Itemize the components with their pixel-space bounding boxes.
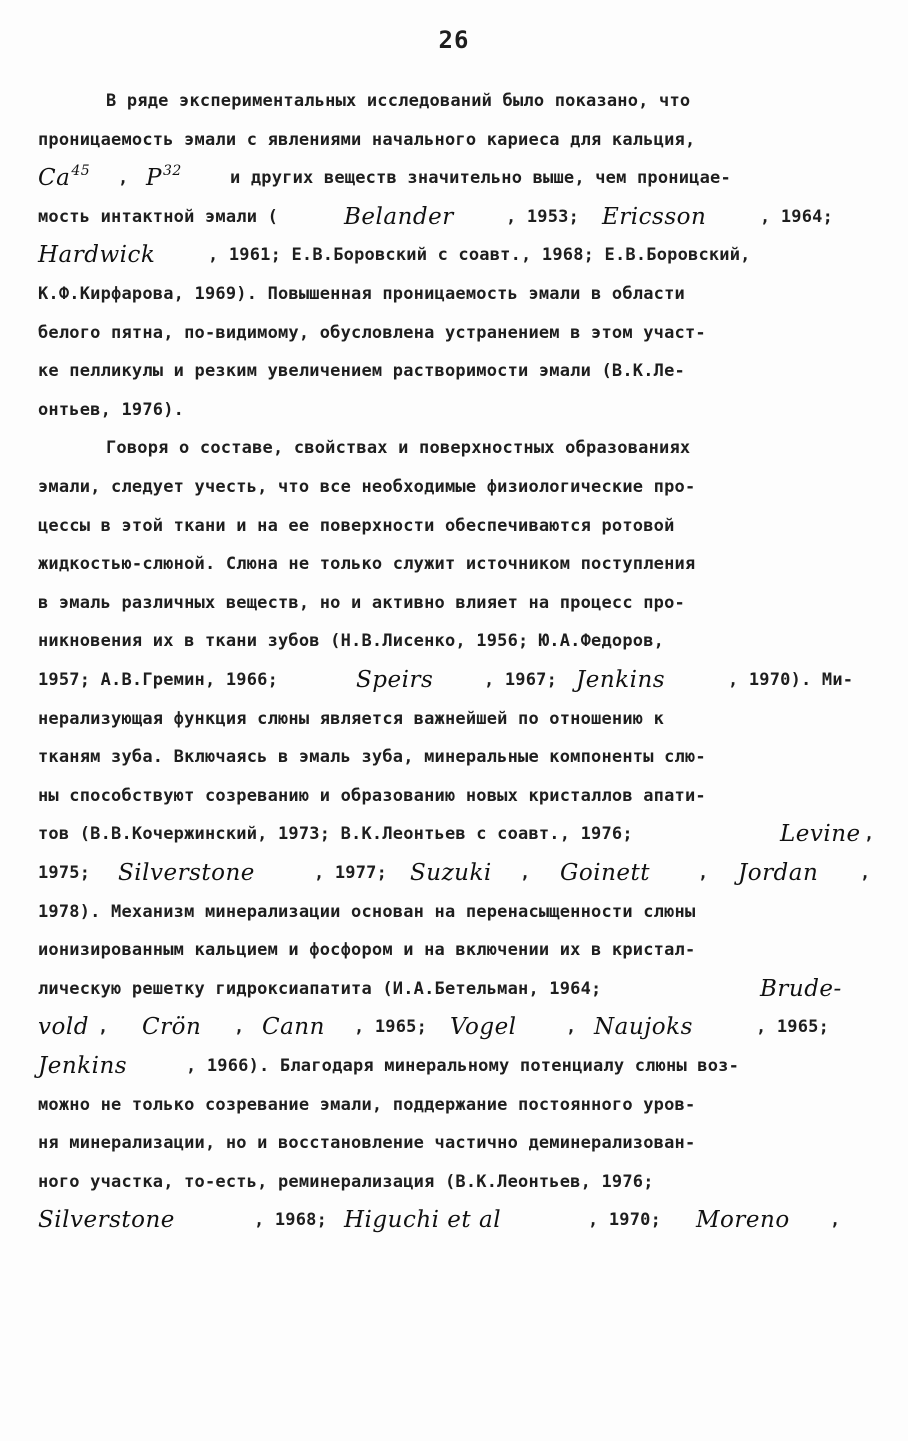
typed-text (98, 1011, 108, 1043)
typed-text (254, 1204, 327, 1236)
segment-text: Ca (38, 165, 71, 192)
typed-text (566, 1011, 576, 1043)
segment-text: тканям зуба. Включаясь в эмаль зуба, минеральные компоненты слю- (38, 747, 706, 768)
text-line (38, 587, 870, 619)
text-line (38, 1050, 870, 1082)
handwritten-citation (262, 1011, 325, 1043)
typed-text (506, 201, 579, 233)
text-line (38, 703, 870, 735)
handwritten-citation (780, 818, 861, 850)
segment-text: 1975; (38, 863, 91, 883)
segment-text: , 1970; (588, 1210, 662, 1231)
text-line (38, 162, 870, 194)
text-line (38, 934, 870, 966)
typed-text (354, 1011, 427, 1043)
typed-text (830, 1204, 840, 1236)
segment-text: , (830, 1210, 841, 1231)
typed-text (38, 394, 184, 426)
text-line (38, 278, 870, 310)
handwritten-citation (38, 1011, 89, 1043)
handwritten-citation (142, 1011, 201, 1043)
handwritten-citation (602, 201, 706, 233)
handwritten-citation (118, 857, 255, 889)
typed-text (38, 934, 695, 966)
segment-text: в эмаль различных веществ, но и активно влияет на процесс про- (38, 592, 685, 613)
segment-text: онтьев, 1976). (38, 399, 185, 420)
segment-text: P (146, 165, 162, 192)
segment-text: и других веществ значительно выше, чем проницае- (230, 168, 731, 189)
typed-text (38, 201, 278, 233)
segment-text: Silverstone (118, 860, 255, 886)
segment-text: лическую решетку гидроксиапатита (И.А.Бетельман, 1964; (38, 978, 602, 999)
segment-text: тов (В.В.Кочержинский, 1973; В.К.Леонтьев с соавт., 1976; (38, 824, 633, 845)
typed-text (38, 355, 685, 387)
typed-text (860, 857, 870, 889)
text-line (38, 896, 870, 928)
text-line (38, 471, 870, 503)
segment-text: Jenkins (576, 667, 666, 693)
text-line (38, 780, 870, 812)
segment-text: 1957; А.В.Гремин, 1966; (38, 670, 279, 690)
segment-text: Cann (262, 1014, 325, 1041)
segment-text: , 1965; (354, 1017, 428, 1038)
text-line (38, 432, 870, 464)
text-line (38, 664, 870, 696)
handwritten-citation (696, 1204, 790, 1236)
segment-text: , (520, 863, 531, 883)
typed-text (38, 780, 706, 812)
segment-text: vold (38, 1014, 89, 1041)
segment-text: никновения их в ткани зубов (Н.В.Лисенко, 1956; Ю.А.Федоров, (38, 631, 665, 652)
text-line (38, 85, 870, 117)
typed-text (106, 85, 690, 117)
text-line (38, 625, 870, 657)
segment-text: , 1968; (254, 1210, 328, 1231)
handwritten-citation (560, 857, 650, 889)
typed-text (230, 162, 731, 194)
typed-text (38, 1166, 654, 1198)
segment-text: Suzuki (410, 860, 492, 886)
handwritten-citation (760, 973, 842, 1005)
typed-text (38, 1089, 695, 1121)
typed-text (38, 317, 706, 349)
handwritten-citation (356, 664, 433, 696)
segment-text: Crön (142, 1014, 202, 1041)
text-line (38, 1127, 870, 1159)
segment-text: проницаемость эмали с явлениями начального кариеса для кальция, (38, 129, 696, 150)
typed-text (118, 162, 128, 194)
segment-text: Hardwick (38, 242, 156, 269)
text-line (38, 548, 870, 580)
segment-text: жидкостью-слюной. Слюна не только служит источником поступления (38, 554, 696, 575)
typed-text (38, 278, 685, 310)
segment-text: ны способствуют созреванию и образованию новых кристаллов апати- (38, 785, 706, 806)
typed-text (38, 703, 664, 735)
segment-text: Goinett (560, 860, 650, 886)
segment-text: Naujoks (594, 1014, 693, 1041)
segment-text: можно не только созревание эмали, поддержание постоянного уров- (38, 1094, 696, 1115)
page-number: 26 (438, 26, 470, 54)
text-line (38, 741, 870, 773)
typed-text (484, 664, 557, 696)
typed-text (38, 124, 695, 156)
segment-text: мость интактной эмали ( (38, 206, 279, 227)
typed-text (520, 857, 530, 889)
text-line (38, 124, 870, 156)
typed-text (234, 1011, 244, 1043)
typed-text (588, 1204, 661, 1236)
handwritten-citation (576, 664, 665, 696)
handwritten-citation (344, 201, 454, 233)
text-line (38, 317, 870, 349)
typed-text (38, 818, 633, 850)
text-line (38, 1011, 870, 1043)
typed-text (38, 664, 278, 696)
text-line (38, 857, 870, 889)
typed-text (106, 432, 690, 464)
segment-text: Vogel (450, 1014, 517, 1041)
segment-text: ке пелликулы и резким увеличением растворимости эмали (В.К.Ле- (38, 361, 685, 382)
segment-text: Higuchi et al (344, 1207, 502, 1234)
text-line (38, 510, 870, 542)
handwritten-citation (594, 1011, 693, 1043)
typed-text (38, 510, 675, 542)
segment-text: ного участка, то-есть, реминерализация (В.К.Леонтьев, 1976; (38, 1171, 654, 1192)
segment-text: , 1967; (484, 670, 558, 690)
segment-text: , (698, 863, 709, 883)
segment-text: , 1965; (756, 1017, 830, 1038)
segment-text: Belander (344, 203, 454, 230)
segment-text: ионизированным кальцием и фосфором и на включении их в кристал- (38, 940, 696, 961)
segment-text: К.Ф.Кирфарова, 1969). Повышенная проницаемость эмали в области (38, 284, 685, 304)
segment-text: , 1961; Е.В.Боровский с соавт., 1968; Е.В.Боровский, (208, 245, 751, 266)
typed-text (208, 239, 751, 271)
typed-text (38, 625, 664, 657)
text-line (38, 973, 870, 1005)
segment-text: , 1977; (314, 863, 388, 883)
segment-text: Levine (780, 821, 861, 848)
segment-text: , 1964; (760, 206, 834, 227)
handwritten-citation (410, 857, 492, 889)
handwritten-citation (738, 857, 818, 889)
typed-text (760, 201, 833, 233)
segment-text: Jordan (738, 860, 819, 886)
typed-text (38, 973, 601, 1005)
typed-text (38, 741, 706, 773)
segment-text: В ряде экспериментальных исследований было показано, что (106, 91, 691, 111)
segment-text: , 1970). Ми- (728, 670, 854, 690)
typed-text (38, 1127, 695, 1159)
segment-text: нерализующая функция слюны является важнейшей по отношению к (38, 708, 665, 729)
segment-text: , 1953; (506, 206, 580, 227)
handwritten-citation (38, 162, 90, 197)
superscript: 32 (162, 163, 182, 180)
segment-text: , (864, 824, 875, 845)
typed-text (728, 664, 853, 696)
segment-text: Speirs (356, 667, 434, 693)
text-line (38, 1166, 870, 1198)
superscript: 45 (71, 163, 91, 180)
typed-text (186, 1050, 739, 1082)
segment-text: Moreno (696, 1207, 790, 1234)
segment-text: , (118, 168, 129, 189)
text-line (38, 818, 875, 850)
typed-text (756, 1011, 829, 1043)
segment-text: Silverstone (38, 1207, 175, 1234)
segment-text: , (860, 863, 871, 883)
text-line (38, 201, 870, 233)
typed-text (38, 896, 695, 928)
typed-text (38, 587, 685, 619)
handwritten-citation (146, 162, 182, 197)
typed-text (38, 471, 695, 503)
segment-text: белого пятна, по-видимому, обусловлена устранением в этом участ- (38, 322, 706, 343)
segment-text: , (566, 1017, 577, 1038)
segment-text: ня минерализации, но и восстановление частично деминерализован- (38, 1133, 696, 1154)
typed-text (38, 857, 90, 889)
handwritten-citation (38, 1050, 127, 1082)
text-line (38, 1204, 870, 1236)
segment-text: Brude- (760, 975, 842, 1002)
typed-text (38, 548, 695, 580)
segment-text: , (234, 1017, 245, 1038)
segment-text: , 1966). Благодаря минеральному потенциалу слюны воз- (186, 1056, 740, 1076)
handwritten-citation (450, 1011, 517, 1043)
segment-text: , (98, 1017, 109, 1038)
handwritten-citation (344, 1204, 501, 1236)
segment-text: Jenkins (38, 1053, 128, 1079)
segment-text: цессы в этой ткани и на ее поверхности обеспечиваются ротовой (38, 515, 675, 536)
typed-text (698, 857, 708, 889)
handwritten-citation (38, 1204, 175, 1236)
text-line (38, 239, 870, 271)
handwritten-citation (38, 239, 155, 271)
typed-text (314, 857, 387, 889)
segment-text: 1978). Механизм минерализации основан на перенасыщенности слюны (38, 901, 696, 922)
text-line (38, 394, 870, 426)
segment-text: Ericsson (602, 203, 707, 230)
typed-text (864, 818, 874, 850)
text-line (38, 355, 870, 387)
segment-text: эмали, следует учесть, что все необходимые физиологические про- (38, 477, 696, 497)
segment-text: Говоря о составе, свойствах и поверхностных образованиях (106, 438, 691, 459)
text-line (38, 1089, 870, 1121)
